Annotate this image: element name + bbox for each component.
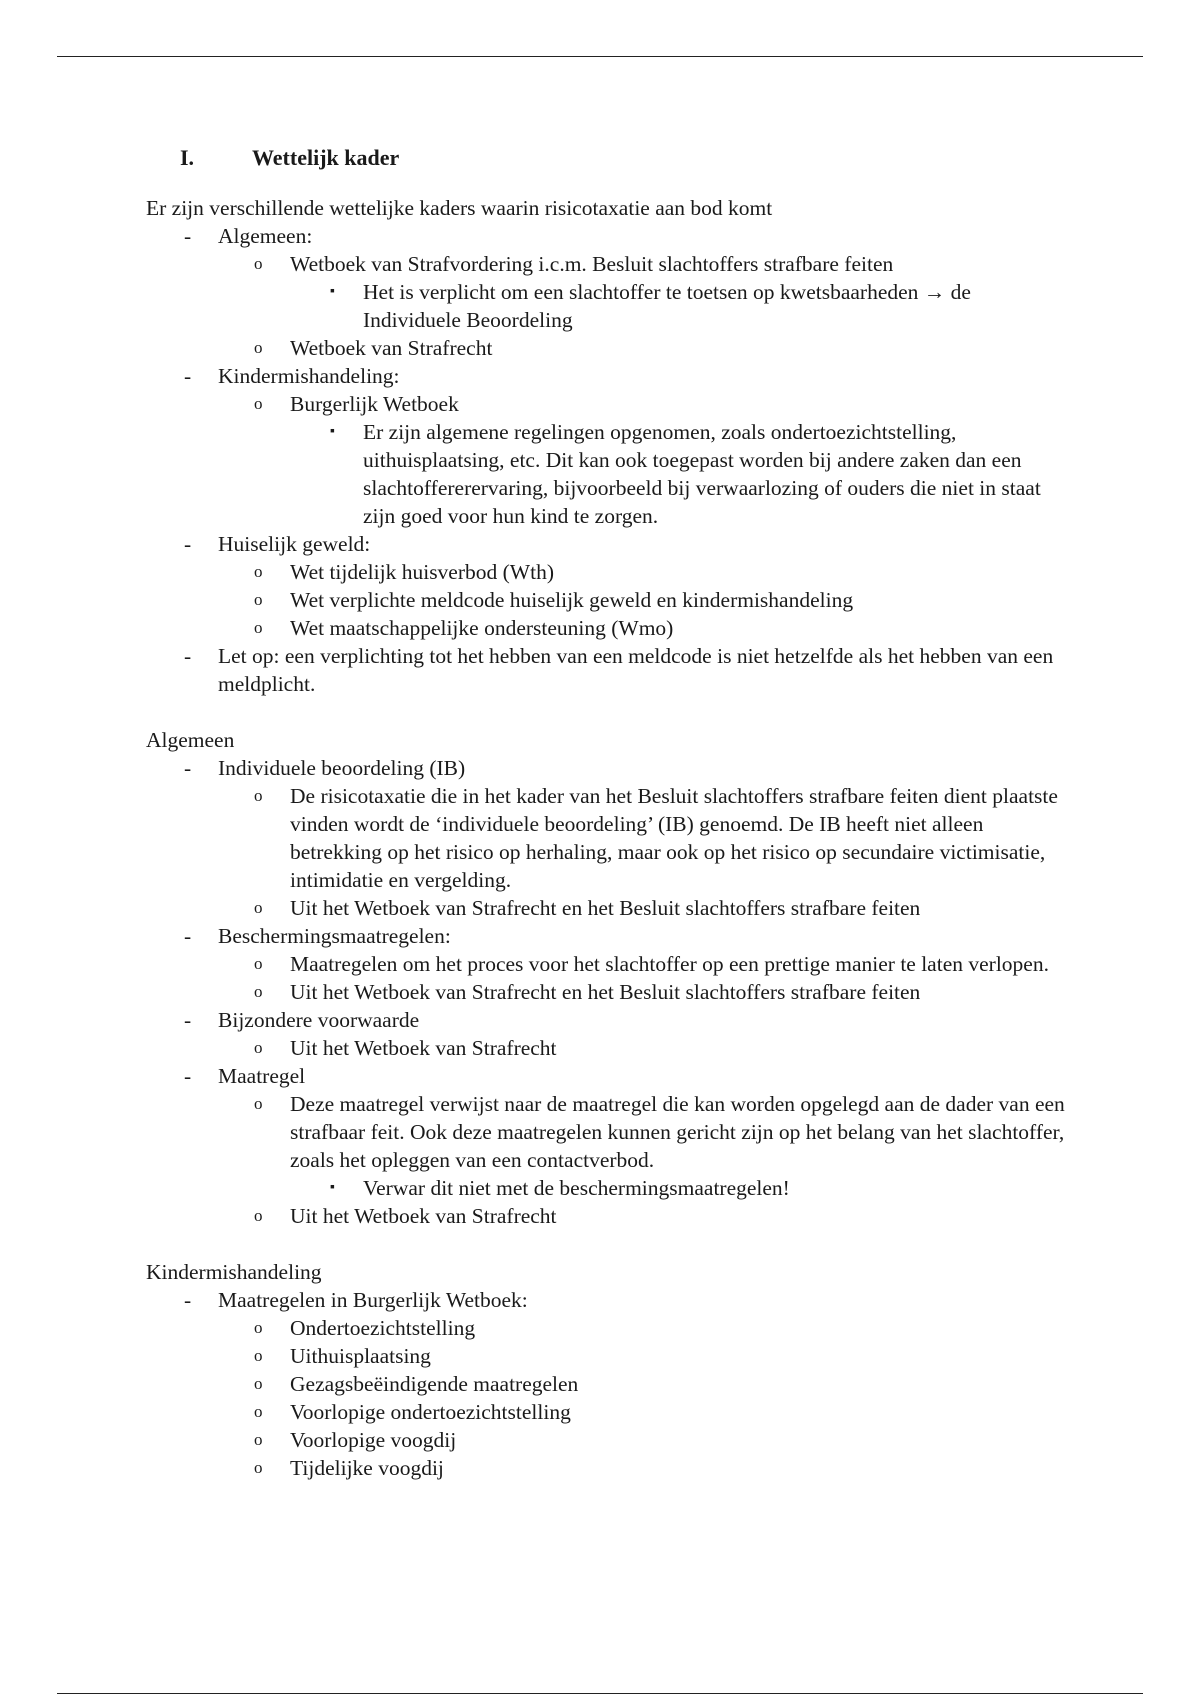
list-item-regelingen: ▪ Er zijn algemene regelingen opgenomen, zoals ondertoezichtstelling, uithuisplaatsing, etc. Dit kan ook toegepast worden bij andere zaken dan een slachtoffererervaring, bijvoorbeeld bij verwaarlozing of ouders die niet in staat zijn goed voor hun kind te zorgen. bbox=[330, 420, 1041, 528]
list-item-strafvordering: o Wetboek van Strafvordering i.c.m. Besluit slachtoffers strafbare feiten bbox=[254, 252, 894, 276]
dash-bullet: - bbox=[184, 924, 192, 948]
list-item-beschermingsmaatregelen: - Beschermingsmaatregelen: bbox=[184, 924, 451, 948]
circle-bullet: o bbox=[254, 338, 263, 357]
list-item-bescherming-source: o Uit het Wetboek van Strafrecht en het Besluit slachtoffers strafbare feiten bbox=[254, 980, 921, 1004]
circle-bullet: o bbox=[254, 394, 263, 413]
list-item-bw-measure: o Tijdelijke voogdij bbox=[254, 1456, 444, 1480]
dash-bullet: - bbox=[184, 644, 192, 668]
heading-number: I. bbox=[180, 145, 195, 170]
square-bullet: ▪ bbox=[330, 424, 335, 439]
dash-bullet: - bbox=[184, 756, 192, 780]
dash-bullet: - bbox=[184, 532, 192, 556]
list-item-meldcode: o Wet verplichte meldcode huiselijk geweld en kindermishandeling bbox=[254, 588, 854, 612]
list-item-huiselijk-geweld: - Huiselijk geweld: bbox=[184, 532, 371, 556]
dash-bullet: - bbox=[184, 1064, 192, 1088]
subsection-title-algemeen: Algemeen bbox=[146, 728, 235, 752]
list-item-bijzondere-voorwaarde: - Bijzondere voorwaarde bbox=[184, 1008, 420, 1032]
circle-bullet: o bbox=[254, 1346, 263, 1365]
document-body bbox=[146, 144, 1066, 1482]
circle-bullet: o bbox=[254, 786, 263, 805]
list-item-bw-measure: o Voorlopige ondertoezichtstelling bbox=[254, 1400, 571, 1424]
footer-rule bbox=[57, 1693, 1143, 1694]
list-item-bijzondere-source: o Uit het Wetboek van Strafrecht bbox=[254, 1036, 557, 1060]
dash-bullet: - bbox=[184, 224, 192, 248]
circle-bullet: o bbox=[254, 1374, 263, 1393]
circle-bullet: o bbox=[254, 254, 263, 273]
list-item-burgerlijk-wetboek: o Burgerlijk Wetboek bbox=[254, 392, 459, 416]
list-item-wth: o Wet tijdelijk huisverbod (Wth) bbox=[254, 560, 554, 584]
intro-paragraph: Er zijn verschillende wettelijke kaders waarin risicotaxatie aan bod komt bbox=[146, 196, 773, 220]
list-item-ib: - Individuele beoordeling (IB) bbox=[184, 756, 466, 780]
list-item-let-op: - Let op: een verplichting tot het hebben van een meldcode is niet hetzelfde als het hebben van een meldplicht. bbox=[184, 644, 1054, 696]
dash-bullet: - bbox=[184, 1008, 192, 1032]
dash-bullet: - bbox=[184, 364, 192, 388]
list-item-kindermishandeling: - Kindermishandeling: bbox=[184, 364, 400, 388]
list-item-maatregelen-bw: - Maatregelen in Burgerlijk Wetboek: bbox=[184, 1288, 528, 1312]
circle-bullet: o bbox=[254, 1206, 263, 1225]
list-item-maatregel-note: ▪ Verwar dit niet met de beschermingsmaatregelen! bbox=[330, 1176, 790, 1200]
circle-bullet: o bbox=[254, 1318, 263, 1337]
circle-bullet: o bbox=[254, 1402, 263, 1421]
list-item-algemeen: - Algemeen: bbox=[184, 224, 313, 248]
list-item-ib-desc: o De risicotaxatie die in het kader van het Besluit slachtoffers strafbare feiten dient plaatste vinden wordt de ‘individuele beoordeling’ (IB) genoemd. De IB heeft niet alleen betrekking op het risico op herhaling, maar ook op het risico op secundaire victimisatie, intimidatie en vergelding. bbox=[254, 784, 1058, 892]
list-item-bw-measure: o Gezagsbeëindigende maatregelen bbox=[254, 1372, 579, 1396]
dash-bullet: - bbox=[184, 1288, 192, 1312]
circle-bullet: o bbox=[254, 898, 263, 917]
list-item-maatregel: - Maatregel bbox=[184, 1064, 306, 1088]
list-item-bescherming-desc: o Maatregelen om het proces voor het slachtoffer op een prettige manier te laten verlopen. bbox=[254, 952, 1049, 976]
list-item-wmo: o Wet maatschappelijke ondersteuning (Wmo) bbox=[254, 616, 674, 640]
list-item-kwetsbaarheden: ▪ Het is verplicht om een slachtoffer te toetsen op kwetsbaarheden → de Individuele Beoordeling bbox=[330, 280, 971, 332]
list-item-ib-source: o Uit het Wetboek van Strafrecht en het Besluit slachtoffers strafbare feiten bbox=[254, 896, 921, 920]
circle-bullet: o bbox=[254, 954, 263, 973]
heading-title: Wettelijk kader bbox=[252, 145, 400, 170]
circle-bullet: o bbox=[254, 590, 263, 609]
subsection-title-kindermishandeling: Kindermishandeling bbox=[146, 1260, 322, 1284]
circle-bullet: o bbox=[254, 562, 263, 581]
square-bullet: ▪ bbox=[330, 284, 335, 299]
circle-bullet: o bbox=[254, 1094, 263, 1113]
list-item-bw-measure: o Voorlopige voogdij bbox=[254, 1428, 457, 1452]
list-item-bw-measure: o Uithuisplaatsing bbox=[254, 1344, 431, 1368]
circle-bullet: o bbox=[254, 1458, 263, 1477]
circle-bullet: o bbox=[254, 618, 263, 637]
list-item-strafrecht: o Wetboek van Strafrecht bbox=[254, 336, 493, 360]
section-heading bbox=[146, 144, 1066, 172]
list-item-maatregel-desc: o Deze maatregel verwijst naar de maatregel die kan worden opgelegd aan de dader van een strafbaar feit. Ook deze maatregelen kunnen gericht zijn op het belang van het slachtoffer, zoals het opleggen van een contactverbod. bbox=[254, 1092, 1065, 1172]
list-item-bw-measure: o Ondertoezichtstelling bbox=[254, 1316, 476, 1340]
list-item-maatregel-source: o Uit het Wetboek van Strafrecht bbox=[254, 1204, 557, 1228]
circle-bullet: o bbox=[254, 1430, 263, 1449]
header-rule bbox=[57, 56, 1143, 57]
circle-bullet: o bbox=[254, 1038, 263, 1057]
square-bullet: ▪ bbox=[330, 1180, 335, 1195]
circle-bullet: o bbox=[254, 982, 263, 1001]
